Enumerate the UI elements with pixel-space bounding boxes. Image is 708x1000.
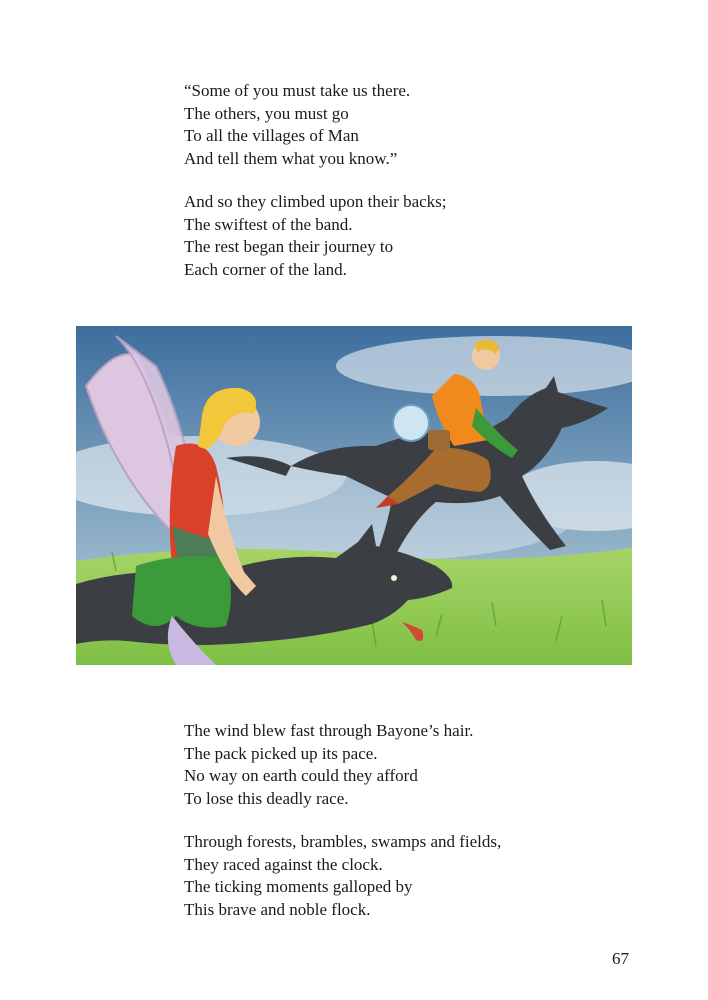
poem-line: And tell them what you know.” [184, 148, 398, 168]
stanza-4 [184, 831, 624, 921]
poem-line: Each corner of the land. [184, 259, 347, 279]
poem-line: Through forests, brambles, swamps and fields, [184, 832, 502, 851]
poem-line: The swiftest of the band. [184, 214, 353, 234]
illustration-fairies-riding-wolves [76, 326, 632, 665]
poem-line: No way on earth could they afford [184, 766, 418, 785]
poem-line: The pack picked up its pace. [184, 743, 378, 763]
stanza-2 [184, 191, 624, 281]
stanza-1 [184, 80, 624, 170]
poem-line: And so they climbed upon their backs; [184, 192, 447, 211]
poem-line: The wind blew fast through Bayone’s hair. [184, 721, 474, 740]
stanza-3 [184, 720, 624, 810]
poem-line: The rest began their journey to [184, 237, 394, 256]
poem-line: This brave and noble flock. [184, 899, 371, 919]
poem-line: To all the villages of Man [184, 126, 359, 145]
poem-line: They raced against the clock. [184, 854, 383, 874]
poem-line: To lose this deadly race. [184, 788, 349, 808]
poem-line: “Some of you must take us there. [184, 81, 411, 100]
page-number: 67 [612, 949, 629, 968]
poem-line: The ticking moments galloped by [184, 877, 413, 896]
poem-line: The others, you must go [184, 103, 349, 123]
